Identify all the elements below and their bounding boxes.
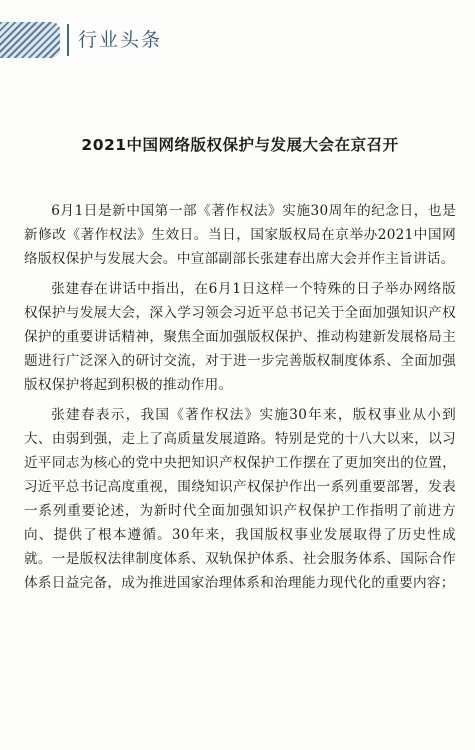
article-paragraph-3: 张建春表示，我国《著作权法》实施30年来，版权事业从小到大、由弱到强，走上了高质量发展道路。特别是党的十八大以来，以习近平同志为核心的党中央把知识产权保护工作摆在了更加突出的位置，习近平总书记高度重视，围绕知识产权保护作出一系列重要部署，发表一系列重要论述，为新时代全面加强知识产权保护工作指明了前进方向、提供了根本遵循。30年来，我国版权事业发展取得了历史性成就。一是版权法律制度体系、双轨保护体系、社会服务体系、国际合作体系日益完备，成为推进国家治理体系和治理能力现代化的重要内容；: [24, 407, 456, 591]
article-paragraph-2: 张建春在讲话中指出，在6月1日这样一个特殊的日子举办网络版权保护与发展大会，深入学习领会习近平总书记关于全面加强知识产权保护的重要讲话精神，聚焦全面加强版权保护、推动构建新发展格局主题进行广泛深入的研讨交流，对于进一步完善版权制度体系、全面加强版权保护将起到积极的推动作用。: [24, 281, 456, 393]
section-title: 行业头条: [78, 29, 163, 51]
article: [24, 133, 456, 601]
section-header: [0, 0, 475, 70]
article-paragraph-1: 6月1日是新中国第一部《著作权法》实施30周年的纪念日，也是新修改《著作权法》生效日。当日，国家版权局在京举办2021中国网络版权保护与发展大会。中宣部副部长张建春出席大会并作主旨讲话。: [24, 203, 456, 267]
header-divider: [67, 24, 69, 56]
header-decor-bar: [0, 22, 60, 58]
article-title: 2021中国网络版权保护与发展大会在京召开: [81, 136, 399, 154]
